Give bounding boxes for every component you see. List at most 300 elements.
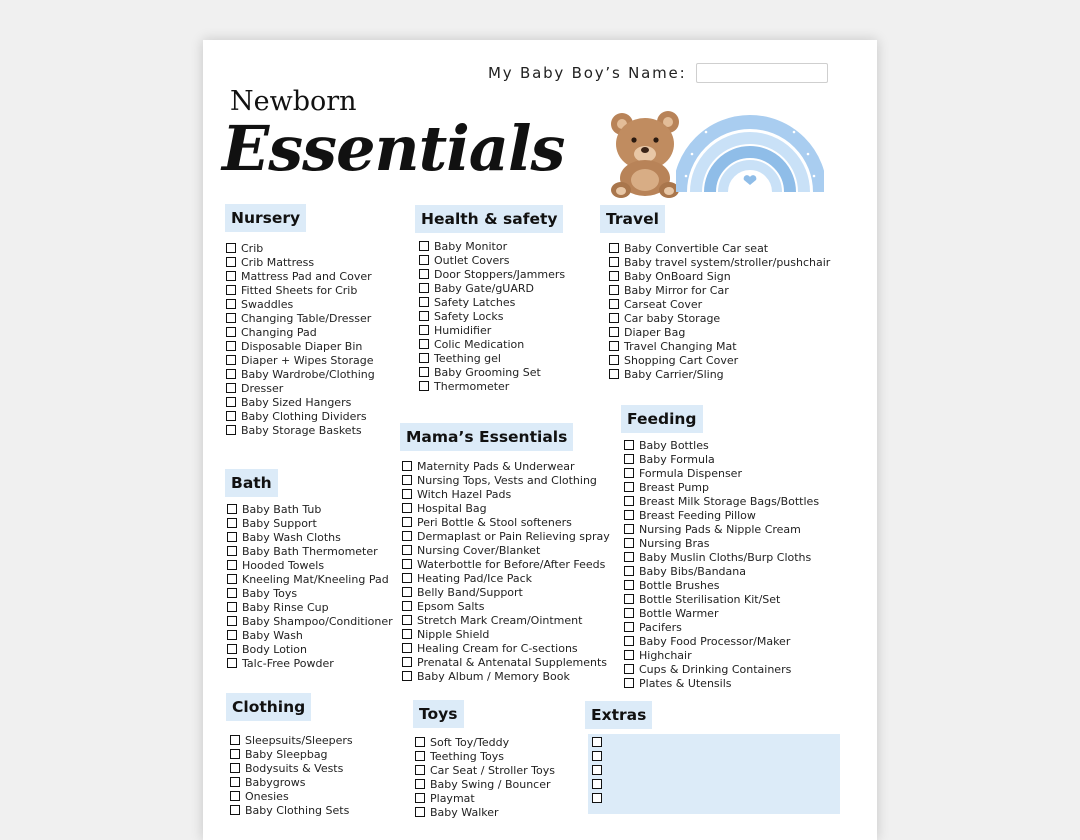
list-item <box>609 269 830 283</box>
item-label: Breast Milk Storage Bags/Bottles <box>639 494 820 508</box>
list-item <box>226 311 375 325</box>
checkbox[interactable] <box>402 517 412 527</box>
section-title-nursery: Nursery <box>225 204 306 232</box>
checkbox[interactable] <box>419 297 429 307</box>
checkbox[interactable] <box>227 616 237 626</box>
list-item <box>226 339 375 353</box>
section-title-health: Health & safety <box>415 205 563 233</box>
item-label: Diaper Bag <box>624 325 686 339</box>
item-label: Nursing Tops, Vests and Clothing <box>417 473 597 487</box>
checkbox[interactable] <box>402 531 412 541</box>
list-item <box>227 642 393 656</box>
item-label: Humidifier <box>434 323 492 337</box>
list-item <box>226 367 375 381</box>
checkbox[interactable] <box>227 518 237 528</box>
item-label: Heating Pad/Ice Pack <box>417 571 533 585</box>
checkbox[interactable] <box>402 615 412 625</box>
checkbox[interactable] <box>609 299 619 309</box>
item-label: Baby Gate/gUARD <box>434 281 534 295</box>
item-label: Epsom Salts <box>417 599 485 613</box>
item-label: Safety Latches <box>434 295 516 309</box>
list-item <box>609 339 830 353</box>
list-item <box>609 283 830 297</box>
item-label: Peri Bottle & Stool softeners <box>417 515 572 529</box>
item-label: Baby Storage Baskets <box>241 423 362 437</box>
checkbox[interactable] <box>402 573 412 583</box>
item-label: Outlet Covers <box>434 253 510 267</box>
item-label: Baby Album / Memory Book <box>417 669 570 683</box>
checkbox[interactable] <box>415 751 425 761</box>
checkbox[interactable] <box>402 671 412 681</box>
title-essentials: Essentials <box>222 112 565 185</box>
toys-list <box>415 735 555 819</box>
list-item <box>624 634 819 648</box>
list-item <box>419 309 565 323</box>
checkbox[interactable] <box>402 643 412 653</box>
item-label: Safety Locks <box>434 309 504 323</box>
checkbox[interactable] <box>402 545 412 555</box>
item-label: Nursing Pads & Nipple Cream <box>639 522 801 536</box>
list-item <box>624 508 819 522</box>
list-item <box>609 241 830 255</box>
checkbox[interactable] <box>609 341 619 351</box>
item-label: Nursing Cover/Blanket <box>417 543 541 557</box>
checkbox[interactable] <box>624 524 634 534</box>
list-item <box>227 656 393 670</box>
checkbox[interactable] <box>230 791 240 801</box>
item-label: Baby Clothing Dividers <box>241 409 367 423</box>
section-title-extras: Extras <box>585 701 652 729</box>
list-item <box>624 522 819 536</box>
list-item <box>402 473 610 487</box>
list-item <box>419 281 565 295</box>
list-item <box>230 733 353 747</box>
list-item <box>230 761 353 775</box>
checkbox[interactable] <box>419 353 429 363</box>
feeding-list <box>624 438 819 690</box>
item-label: Baby Swing / Bouncer <box>430 777 551 791</box>
item-label: Baby Shampoo/Conditioner <box>242 614 393 628</box>
item-label: Breast Pump <box>639 480 709 494</box>
item-label: Crib Mattress <box>241 255 315 269</box>
item-label: Baby Bottles <box>639 438 709 452</box>
item-label: Baby Wash <box>242 628 303 642</box>
item-label: Baby Bath Tub <box>242 502 322 516</box>
list-item <box>227 572 393 586</box>
checkbox[interactable] <box>226 285 236 295</box>
section-title-bath: Bath <box>225 469 278 497</box>
item-label: Baby Sleepbag <box>245 747 328 761</box>
item-label: Hospital Bag <box>417 501 487 515</box>
item-label: Highchair <box>639 648 692 662</box>
item-label: Baby Monitor <box>434 239 508 253</box>
item-label: Teething Toys <box>430 749 504 763</box>
item-label: Bottle Warmer <box>639 606 719 620</box>
checkbox[interactable] <box>419 311 429 321</box>
item-label: Nipple Shield <box>417 627 490 641</box>
list-item <box>227 558 393 572</box>
checkbox[interactable] <box>230 763 240 773</box>
list-item <box>227 516 393 530</box>
checkbox[interactable] <box>402 629 412 639</box>
list-item <box>227 544 393 558</box>
item-label: Carseat Cover <box>624 297 703 311</box>
item-label: Changing Pad <box>241 325 317 339</box>
item-label: Nursing Bras <box>639 536 710 550</box>
item-label: Babygrows <box>245 775 306 789</box>
list-item <box>609 325 830 339</box>
checkbox[interactable] <box>226 257 236 267</box>
list-item <box>402 585 610 599</box>
checkbox[interactable] <box>624 636 634 646</box>
extras-notes-area <box>588 734 840 814</box>
item-label: Baby Walker <box>430 805 499 819</box>
item-label: Baby OnBoard Sign <box>624 269 731 283</box>
list-item <box>402 529 610 543</box>
checkbox[interactable] <box>226 341 236 351</box>
checkbox[interactable] <box>415 793 425 803</box>
list-item <box>402 613 610 627</box>
list-item <box>624 620 819 634</box>
item-label: Fitted Sheets for Crib <box>241 283 358 297</box>
list-item <box>419 379 565 393</box>
list-item <box>402 669 610 683</box>
item-label: Baby travel system/stroller/pushchair <box>624 255 831 269</box>
list-item <box>609 367 830 381</box>
checkbox[interactable] <box>227 504 237 514</box>
item-label: Dresser <box>241 381 284 395</box>
item-label: Baby Muslin Cloths/Burp Cloths <box>639 550 812 564</box>
checkbox[interactable] <box>609 355 619 365</box>
bath-list <box>227 502 393 670</box>
section-title-toys: Toys <box>413 700 464 728</box>
item-label: Sleepsuits/Sleepers <box>245 733 353 747</box>
list-item <box>402 641 610 655</box>
checkbox[interactable] <box>402 559 412 569</box>
checkbox[interactable] <box>230 805 240 815</box>
checkbox[interactable] <box>624 552 634 562</box>
checkbox[interactable] <box>226 327 236 337</box>
checkbox[interactable] <box>226 313 236 323</box>
checkbox[interactable] <box>415 807 425 817</box>
checkbox[interactable] <box>609 271 619 281</box>
item-label: Car Seat / Stroller Toys <box>430 763 555 777</box>
list-item <box>419 253 565 267</box>
list-item <box>624 536 819 550</box>
item-label: Healing Cream for C-sections <box>417 641 578 655</box>
item-label: Door Stoppers/Jammers <box>434 267 566 281</box>
list-item <box>226 241 375 255</box>
section-title-travel: Travel <box>600 205 665 233</box>
list-item <box>402 627 610 641</box>
list-item <box>226 395 375 409</box>
list-item <box>624 606 819 620</box>
clothing-list <box>230 733 353 817</box>
travel-list <box>609 241 830 381</box>
list-item <box>419 295 565 309</box>
checkbox[interactable] <box>402 587 412 597</box>
checkbox[interactable] <box>624 440 634 450</box>
list-item <box>624 662 819 676</box>
list-item <box>226 255 375 269</box>
item-label: Baby Bath Thermometer <box>242 544 378 558</box>
list-item <box>415 805 555 819</box>
item-label: Baby Bibs/Bandana <box>639 564 746 578</box>
list-item <box>226 269 375 283</box>
checkbox[interactable] <box>230 777 240 787</box>
list-item <box>402 557 610 571</box>
list-item <box>419 267 565 281</box>
checkbox[interactable] <box>624 510 634 520</box>
item-label: Talc-Free Powder <box>242 656 334 670</box>
list-item <box>624 676 819 690</box>
list-item <box>227 530 393 544</box>
item-label: Hooded Towels <box>242 558 325 572</box>
list-item <box>230 747 353 761</box>
item-label: Baby Toys <box>242 586 298 600</box>
item-label: Baby Clothing Sets <box>245 803 350 817</box>
item-label: Baby Sized Hangers <box>241 395 352 409</box>
checkbox[interactable] <box>624 622 634 632</box>
section-title-clothing: Clothing <box>226 693 311 721</box>
checkbox[interactable] <box>230 735 240 745</box>
list-item <box>609 297 830 311</box>
section-title-feeding: Feeding <box>621 405 703 433</box>
checkbox[interactable] <box>419 339 429 349</box>
extras-checkbox[interactable] <box>592 751 602 761</box>
checkbox[interactable] <box>226 369 236 379</box>
baby-name-row <box>488 62 686 84</box>
list-item <box>419 323 565 337</box>
list-item <box>609 255 830 269</box>
checkbox[interactable] <box>227 602 237 612</box>
checkbox[interactable] <box>226 243 236 253</box>
checkbox[interactable] <box>624 608 634 618</box>
checkbox[interactable] <box>227 630 237 640</box>
checkbox[interactable] <box>624 454 634 464</box>
title-newborn: Newborn <box>230 86 357 117</box>
checkbox[interactable] <box>609 285 619 295</box>
list-item <box>419 239 565 253</box>
nursery-list <box>226 241 375 437</box>
list-item <box>402 459 610 473</box>
checkbox[interactable] <box>402 601 412 611</box>
checkbox[interactable] <box>609 327 619 337</box>
checkbox[interactable] <box>624 678 634 688</box>
checkbox[interactable] <box>226 397 236 407</box>
checkbox[interactable] <box>419 325 429 335</box>
item-label: Baby Wash Cloths <box>242 530 341 544</box>
list-item <box>227 502 393 516</box>
checkbox[interactable] <box>226 411 236 421</box>
item-label: Baby Food Processor/Maker <box>639 634 791 648</box>
list-item <box>402 501 610 515</box>
baby-name-field[interactable] <box>696 63 828 83</box>
list-item <box>624 550 819 564</box>
list-item <box>227 628 393 642</box>
item-label: Dermaplast or Pain Relieving spray <box>417 529 610 543</box>
checkbox[interactable] <box>226 271 236 281</box>
item-label: Baby Formula <box>639 452 715 466</box>
checkbox[interactable] <box>227 658 237 668</box>
checkbox[interactable] <box>415 765 425 775</box>
extras-checkbox[interactable] <box>592 737 602 747</box>
checkbox[interactable] <box>227 574 237 584</box>
item-label: Baby Convertible Car seat <box>624 241 769 255</box>
checkbox[interactable] <box>227 588 237 598</box>
checkbox[interactable] <box>402 503 412 513</box>
extras-checkbox[interactable] <box>592 765 602 775</box>
checkbox[interactable] <box>402 461 412 471</box>
list-item <box>609 353 830 367</box>
item-label: Mattress Pad and Cover <box>241 269 372 283</box>
list-item <box>226 325 375 339</box>
item-label: Car baby Storage <box>624 311 721 325</box>
health-list <box>419 239 565 393</box>
item-label: Diaper + Wipes Storage <box>241 353 374 367</box>
list-item <box>402 487 610 501</box>
checkbox[interactable] <box>227 560 237 570</box>
list-item <box>624 592 819 606</box>
item-label: Bottle Sterilisation Kit/Set <box>639 592 781 606</box>
extras-checkbox[interactable] <box>592 793 602 803</box>
extras-list <box>592 737 602 807</box>
item-label: Baby Rinse Cup <box>242 600 329 614</box>
list-item <box>624 480 819 494</box>
checkbox[interactable] <box>609 369 619 379</box>
checkbox[interactable] <box>226 299 236 309</box>
item-label: Plates & Utensils <box>639 676 732 690</box>
item-label: Crib <box>241 241 264 255</box>
checkbox[interactable] <box>419 269 429 279</box>
item-label: Waterbottle for Before/After Feeds <box>417 557 606 571</box>
item-label: Changing Table/Dresser <box>241 311 372 325</box>
list-item <box>419 337 565 351</box>
list-item <box>415 777 555 791</box>
checkbox[interactable] <box>227 644 237 654</box>
item-label: Disposable Diaper Bin <box>241 339 363 353</box>
list-item <box>226 423 375 437</box>
checkbox[interactable] <box>230 749 240 759</box>
checkbox[interactable] <box>624 594 634 604</box>
item-label: Witch Hazel Pads <box>417 487 512 501</box>
list-item <box>230 789 353 803</box>
item-label: Prenatal & Antenatal Supplements <box>417 655 608 669</box>
item-label: Kneeling Mat/Kneeling Pad <box>242 572 389 586</box>
item-label: Formula Dispenser <box>639 466 742 480</box>
checkbox[interactable] <box>402 657 412 667</box>
item-label: Stretch Mark Cream/Ointment <box>417 613 583 627</box>
list-item <box>230 775 353 789</box>
checkbox[interactable] <box>624 482 634 492</box>
item-label: Bottle Brushes <box>639 578 720 592</box>
checkbox[interactable] <box>402 475 412 485</box>
item-label: Teething gel <box>434 351 501 365</box>
item-label: Belly Band/Support <box>417 585 523 599</box>
list-item <box>624 564 819 578</box>
item-label: Swaddles <box>241 297 294 311</box>
checkbox[interactable] <box>609 313 619 323</box>
list-item <box>624 578 819 592</box>
item-label: Breast Feeding Pillow <box>639 508 756 522</box>
item-label: Colic Medication <box>434 337 525 351</box>
checkbox[interactable] <box>419 381 429 391</box>
item-label: Shopping Cart Cover <box>624 353 739 367</box>
list-item <box>609 311 830 325</box>
item-label: Maternity Pads & Underwear <box>417 459 575 473</box>
list-item <box>624 494 819 508</box>
item-label: Onesies <box>245 789 289 803</box>
item-label: Baby Wardrobe/Clothing <box>241 367 375 381</box>
checkbox[interactable] <box>624 580 634 590</box>
item-label: Soft Toy/Teddy <box>430 735 510 749</box>
extras-checkbox[interactable] <box>592 779 602 789</box>
checkbox[interactable] <box>415 779 425 789</box>
list-item <box>624 466 819 480</box>
list-item <box>230 803 353 817</box>
checkbox[interactable] <box>624 650 634 660</box>
list-item <box>226 353 375 367</box>
checkbox[interactable] <box>227 532 237 542</box>
list-item <box>415 749 555 763</box>
list-item <box>227 600 393 614</box>
list-item <box>402 515 610 529</box>
list-item <box>226 297 375 311</box>
checkbox[interactable] <box>624 468 634 478</box>
checkbox[interactable] <box>419 255 429 265</box>
rainbow-icon <box>676 96 824 194</box>
item-label: Baby Grooming Set <box>434 365 541 379</box>
checkbox[interactable] <box>226 355 236 365</box>
item-label: Cups & Drinking Containers <box>639 662 792 676</box>
list-item <box>419 351 565 365</box>
checkbox[interactable] <box>226 425 236 435</box>
checkbox[interactable] <box>624 566 634 576</box>
checkbox[interactable] <box>415 737 425 747</box>
item-label: Baby Carrier/Sling <box>624 367 724 381</box>
baby-name-label: My Baby Boy’s Name: <box>488 64 687 82</box>
checkbox[interactable] <box>609 257 619 267</box>
mama-list <box>402 459 610 683</box>
item-label: Bodysuits & Vests <box>245 761 344 775</box>
list-item <box>624 452 819 466</box>
item-label: Baby Support <box>242 516 317 530</box>
section-title-mama: Mama’s Essentials <box>400 423 573 451</box>
checkbox[interactable] <box>402 489 412 499</box>
list-item <box>419 365 565 379</box>
checkbox[interactable] <box>624 538 634 548</box>
list-item <box>415 735 555 749</box>
list-item <box>226 283 375 297</box>
list-item <box>226 381 375 395</box>
list-item <box>415 791 555 805</box>
checkbox[interactable] <box>609 243 619 253</box>
checkbox[interactable] <box>419 367 429 377</box>
list-item <box>624 648 819 662</box>
list-item <box>415 763 555 777</box>
list-item <box>402 655 610 669</box>
checkbox[interactable] <box>419 283 429 293</box>
item-label: Pacifers <box>639 620 682 634</box>
checkbox[interactable] <box>226 383 236 393</box>
checkbox[interactable] <box>227 546 237 556</box>
item-label: Body Lotion <box>242 642 308 656</box>
item-label: Playmat <box>430 791 475 805</box>
list-item <box>624 438 819 452</box>
checkbox[interactable] <box>624 496 634 506</box>
checkbox[interactable] <box>419 241 429 251</box>
checkbox[interactable] <box>624 664 634 674</box>
